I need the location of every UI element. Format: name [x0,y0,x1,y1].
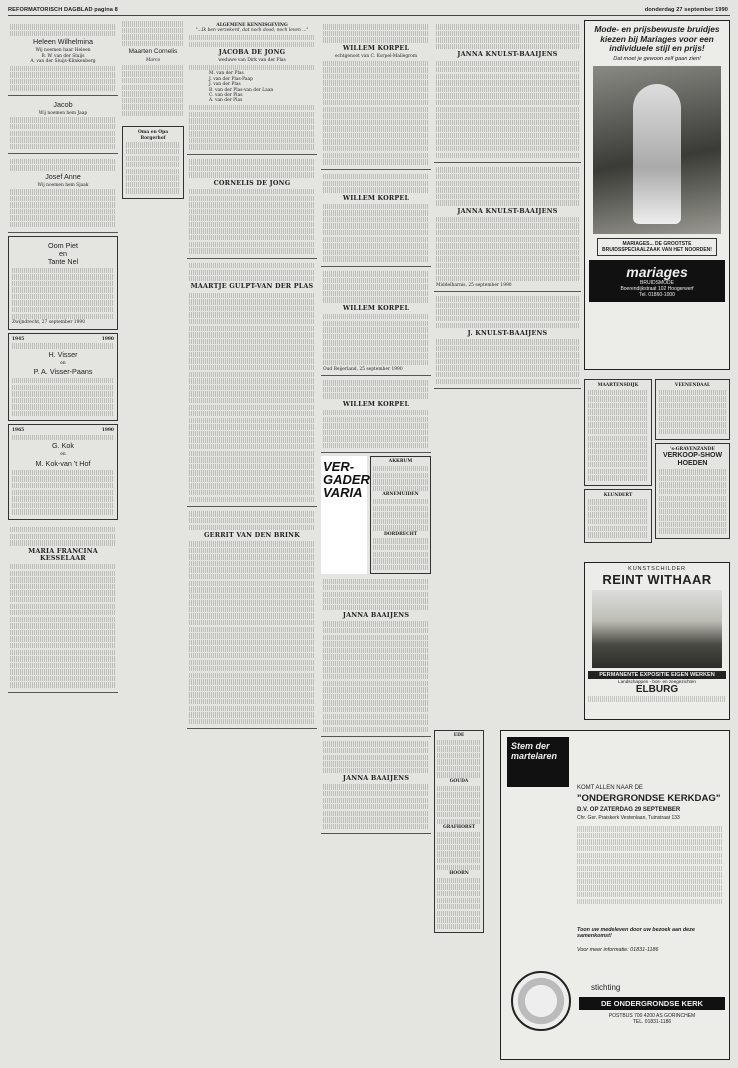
church-notice [584,489,652,543]
couple-wife: M. Kok-van 't Hof [35,458,91,468]
notice-date: Middelharnis, 25 september 1990 [436,282,512,288]
deceased-name: WILLEM KORPEL [342,193,410,202]
martyrs-info: Voor meer informatie: 01831-1186 [577,947,659,953]
deceased-sub: echtgenoot van C. Korpel-Mallegrom [334,53,418,59]
couple-husband: H. Visser [48,349,78,359]
birth-parents: B. W. van der Sluijs A. van der Sluijs-Klinkenberg [30,53,96,64]
service-town: AKKRUM [388,459,413,465]
service-town: DORDRECHT [384,531,417,537]
bridal-brand-box [589,260,725,302]
death-notice-baaijens-2 [321,737,431,834]
year-start: 1965 [12,428,25,434]
jubilee-title: Oom Piet en Tante Nel [47,240,79,266]
church-notice [655,379,730,440]
header-rule [8,15,730,16]
thanks-name: Maarten Cornelis [128,48,178,56]
stichting-label: stichting [591,983,621,992]
church-town: MAARTENSDIJK [597,383,639,388]
birth-notice-jacob [8,96,118,154]
death-notice-korpel-1 [321,20,431,170]
year-end: 1990 [101,428,114,434]
church-notices-left [584,376,652,546]
column-1b [122,20,184,202]
martyrs-ad [500,730,730,1060]
family-member: J. van der Plas-Paap [209,76,253,82]
anniversary-visser [8,333,118,422]
death-notice-van-den-brink [187,507,317,729]
year-end: 1990 [101,336,114,342]
family-member: B. van der Plas-van der Laan [209,87,274,93]
painting-image [592,590,722,668]
service-town: ARNEMUIDEN [382,492,419,498]
service-town: GRAFHORST [443,825,475,831]
martyrs-sub: KOMT ALLEN NAAR DE [577,785,643,791]
death-notice-knulst-2 [434,163,581,292]
death-notice-korpel-4 [321,376,431,453]
bridal-photo [593,66,721,234]
birth-notice-josef [8,154,118,232]
column-3b-services [434,730,484,933]
birth-sub: Wij noemen haar Heleen [35,48,91,54]
bridal-ad [584,20,730,370]
bridal-brand: mariages [626,263,688,280]
hat-show-ad [655,443,730,539]
martyrs-date: D.V. OP ZATERDAG 29 SEPTEMBER [577,807,681,813]
page-header-left: REFORMATORISCH DAGBLAD pagina 8 [8,7,118,13]
stichting-seal-icon [511,971,571,1031]
service-town: GOUDA [449,779,469,785]
church-notice [584,379,652,486]
birth-name: Heleen Wilhelmina [33,37,93,47]
deceased-name: WILLEM KORPEL [342,399,410,408]
birth-notice-heleen [8,20,118,96]
church-town: KLUNDERT [603,492,633,498]
column-2 [187,20,317,729]
birth-sub: Wij noemen hem Jaap [38,110,88,116]
hat-show-title: VERKOOP-SHOW HOEDEN [662,452,723,468]
service-town: EDE [453,733,465,738]
family-member: A. van der Plas [209,98,243,104]
church-town: 's-GRAVENZANDE [670,446,715,452]
death-notice-kesselaar [8,523,118,693]
thanks-sub: Marco [145,58,161,64]
painter-town: ELBURG [635,684,679,695]
church-notices-right [655,376,730,542]
deceased-name: J. KNULST-BAAIJENS [467,328,548,337]
martyrs-speakers [577,825,723,905]
martyrs-logo: Stem der martelaren [507,737,569,787]
deceased-name: WILLEM KORPEL [342,43,410,52]
deceased-sub: weduwe van Dirk van der Plas [218,58,286,64]
death-notice-de-jong [187,20,317,155]
bridal-ad-title: Mode- en prijsbewuste bruidjes kiezen bij Mariages voor een individuele stijl en prijs! [594,24,720,54]
painter-kicker: KUNSTSCHILDER [628,566,686,572]
deceased-name: CORNELIS DE JONG [213,178,291,187]
grandparents-box [122,126,184,199]
couple-wife: P. A. Visser-Paans [33,367,93,376]
death-notice-knulst-3 [434,292,581,389]
death-notice-korpel-2 [321,170,431,267]
year-start: 1945 [12,336,25,342]
deceased-name: JANNA BAAIJENS [342,774,410,783]
deceased-name: MAARTJE GULPT-VAN DER PLAS [190,282,314,291]
family-member: C. van der Plas [209,92,243,98]
couple-and: en [60,360,66,366]
painter-sub: Landschappen - bos- en zeegezichten [618,679,696,684]
bridal-ad-cta: Dat moet je gewoon zelf gaan zien! [613,55,701,62]
jubilee-notice [8,236,118,330]
bridal-brand-sub: BRUIDSMODE [640,279,674,286]
church-services-list-2 [434,730,484,933]
deceased-name: JANNA BAAIJENS [342,611,410,620]
family-list [189,71,315,103]
jubilee-date: Zwijndrecht, 27 september 1990 [12,320,86,326]
church-town: VEENENDAAL [674,383,711,388]
birth-sub: Wij noemen hem Sjaak [37,182,89,188]
death-notice-baaijens-1 [321,574,431,737]
bridal-address: Boerendijkstraat 102 Hoogerwerf Tel. 01860-1000 [620,285,694,298]
bridal-tagline: MARIAGES... DE GROOTSTE BRUIDSSPECIAALZAAK VAN HET NOORDEN! [597,238,717,256]
death-notice-gulpt [187,259,317,507]
painter-name: REINT WITHAAR [602,572,712,587]
box-title: Oma en Opa Borgerhof [137,130,169,141]
family-member: M. van der Plas [209,71,244,77]
column-3 [321,20,431,834]
column-1 [8,20,118,693]
martyrs-event: "ONDERGRONDSE KERKDAG" [577,793,721,804]
couple-and: en [60,452,66,458]
deceased-name: JANNA KNULST-BAAIJENS [457,206,558,215]
couple-husband: G. Kok [52,441,74,451]
birth-name: Jacob [53,99,73,109]
death-notice-knulst-1 [434,20,581,163]
stichting-name: DE ONDERGRONDSE KERK [579,997,725,1010]
painter-ad [584,562,730,720]
birth-name: Josef Anne [45,171,81,181]
painter-caption: PERMANENTE EXPOSITIE EIGEN WERKEN [588,671,726,679]
notice-head: ALGEMENE KENNISGEVING [216,23,288,28]
deceased-name: GERRIT VAN DEN BRINK [204,530,300,539]
column-4 [434,20,581,389]
deceased-name: JACOBA DE JONG [218,47,286,56]
page-header-date: donderdag 27 september 1990 [644,7,728,13]
death-notice-cornelis [187,155,317,259]
notice-quote: "...Ik ben verzekerd, dat noch dood, noch leven ..." [195,28,309,34]
family-member: J. van der Plas [209,82,241,88]
church-services-list [370,456,431,574]
deceased-name: WILLEM KORPEL [342,303,410,312]
ver-row [321,456,431,574]
service-town: HOORN [449,871,469,877]
martyrs-call: Toon uw medeleven door uw bezoek aan deze samenkomst! [577,927,695,939]
stichting-address: POSTBUS 700 4200 AS GORINCHEM TEL. 01831-1186 [608,1013,696,1025]
deceased-name: MARIA FRANCINA KESSELAAR [28,546,98,562]
vergader-varia-heading: VER- GADER VARIA [321,456,367,574]
deceased-name: JANNA KNULST-BAAIJENS [457,50,558,59]
notice-date: Oud Beijerland, 25 september 1990 [323,366,403,372]
death-notice-korpel-3 [321,267,431,376]
martyrs-place: Chr. Ger. Praiskerk Vestenlaan, Tuinstraat 133 [577,815,680,821]
anniversary-kok [8,424,118,519]
